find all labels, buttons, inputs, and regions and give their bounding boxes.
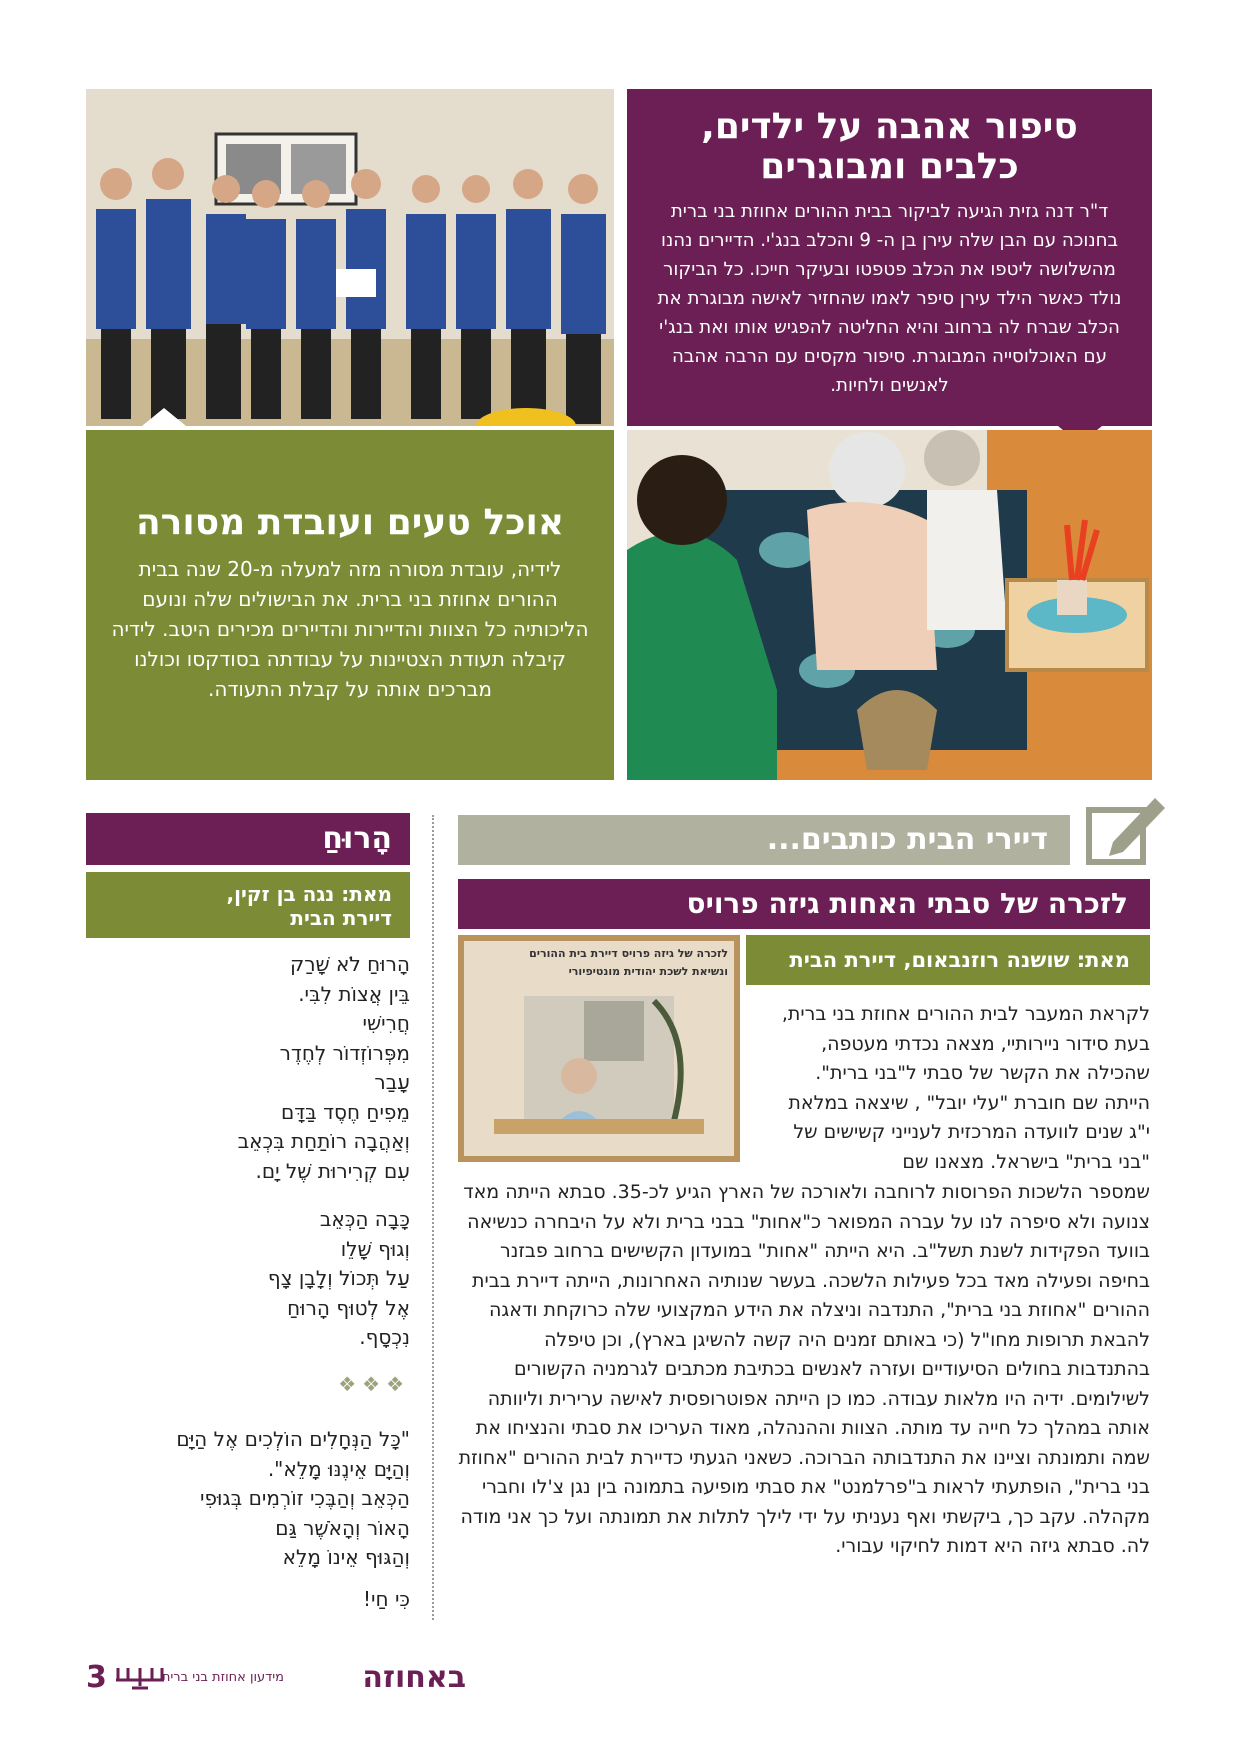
poem-line: עָבַר [374,1070,410,1094]
poem-stanza-3 [120,1425,410,1573]
poem-line: וְגוּף שָׁלֵו [340,1236,410,1261]
footer-subtitle: מידעון אחוזת בני ברית [161,1670,284,1685]
poem-title: הָרוּחַ [86,813,410,865]
poem-stanza-1 [120,950,410,1186]
memorial-title: לזכרה של סבתי האחות גיזה פרויס [458,879,1150,929]
page-footer [86,1660,466,1696]
poem-line: הָרוּחַ לֹא שָׁרַק [290,952,410,976]
love-story-title-line2: כלבים ומבוגרים [760,146,1019,187]
portrait-caption-2: ונשיאת לשכת יהודית מונטיפיורי [568,965,728,978]
page-number: 3 [86,1660,107,1695]
footer-brand: באחוזה [362,1660,466,1695]
love-story-body: ד"ר דנה גזית הגיעה לביקור בבית ההורים אחוזת בני ברית בחנוכה עם הבן שלה עירן בן ה- 9 והכלב בנג'י. הדיירים נהנו מהשלושה ליטפו את הכלב פטפטו ובעיקר חייכו. כל הביקור נולד כאשר הילד עירן סיפר לאמו שהחזיר לאישה מבוגרת את הכלב שברח לה ברחוב והיא החליטה להפגיש אותו ואת בנג'י עם האוכלוסייה המבוגרת. סיפור מקסים עם הרבה אהבה לאנשים ולחיות. [657,201,1122,396]
poem-line: וְהַיָּם אֵינֶנּוּ מָלֵא". [267,1456,410,1481]
portrait-caption-1: לזכרה של גיזה פרויס דיירת בית ההורים [529,947,728,960]
memorial-text-part-2: שמספר הלשכות הפרוסות לרוחבה ולאורכה של הארץ הגיע לכ-35. סבתא הייתה מאד צנועה ולא סיפרה לנו על עברה המפואר כ"אחות" בבני ברית ולא על היבחרה כנשיאה בוועד הפקידות לשנת תשל"ב. היא הייתה "אחות" במועדון הקשישים ברחוב פבזנר בחיפה ופעילה מאד בכל פעילות הלשכה. בעשר שנותיה האחרונות, הייתה דיירת בבית ההורים "אחוזת בני ברית", התנדבה וניצלה את הידע המקצועי שלה כרוקחת ודאגה להבאת תרופות מחו"ל (כי באותם זמנים היה קשה להשיגן בארץ), וכן טיפלה בהתנדבות בחולים הסיעודיים ועזרה לאנשים בכתיבת מכתבים לגרמניה הקשורים לשילומים. ידיה היו מלאות עבודה. כמו כן הייתה אפוטרופסית לאישה ערירית וליוותה אותה במהלך כל חייה עד מותה. הצוות וההנהלה, מאוד העריכו את סבתי והנציחו את שמה ותמונתה וציינו את התנדבותה הברוכה. כשאני הגעתי כדיירת לבית ההורים "אחוזת בני ברית", הופתעתי לראות ב"פרלמנט" את סבתי מופיעה בתמונה בין נגן צ'לו וחברי מקהלה. עקב כך, ביקשתי ואף נעניתי על ידי לילך לתלות את תמונתה ועל כך אני מודה לה. סבתא גיזה היא דמות לחיקוי עבורי. [458,1181,1150,1557]
poem-line: עַל תְּכוֹל וְלָבָן צָף [267,1266,410,1290]
poem-line: מִפְּרוֹזְדוֹר לְחֶדֶר [279,1040,410,1065]
food-story-box [86,430,614,780]
poem-line: נִכְסָף. [359,1325,410,1349]
dog-visit-photo [627,430,1152,780]
love-story-title [649,107,1130,187]
poem-line: הָאוֹר וְהָאֹשֶׁר גַּם [275,1515,410,1540]
memorial-text-part-1: לקראת המעבר לבית ההורים אחוזת בני ברית, בעת סידור ניירותיי, מצאה נכדתי מעטפה, שהכילה את הקשר של סבתי ל"בני ברית". הייתה שם חוברת "עלי יובל" , שיצאה במלאת י"ג שנים לוועדה המרכזית לענייני קשישים של "בני ברית" בישראל. מצאנו שם [781,1003,1150,1173]
edit-icon [1085,788,1170,866]
framed-portrait-photo [458,935,740,1162]
poem-closing: כִּי חַי! [363,1587,410,1611]
poem-line: וְאַהֲבָה רוֹתַחַת בִּכְאֵב [237,1129,410,1153]
poem-stanza-2 [120,1205,410,1353]
poem-author-line2: דיירת הבית [290,906,392,930]
poem-line: הַכְּאֵב וְהַבֶּכִי זוֹרְמִים בְּגוּפִי [200,1486,410,1510]
poem-line: בֵּין אֲצוֹת לִבִּי. [298,981,410,1006]
poem-line: כָּבָה הַכְּאֵב [319,1207,410,1231]
poem-line: עִם קְרִירוּת שֶׁל יָם. [255,1158,410,1183]
notch-triangle [142,408,186,426]
column-divider [432,815,434,1620]
food-story-title: אוכל טעים ועובדת מסורה [135,502,565,543]
love-story-title-line1: סיפור אהבה על ילדים, [701,106,1078,147]
poem-line: וְהַגּוּף אֵינוֹ מָלֵא [282,1545,410,1569]
poem-line: חֲרִישִׁי [362,1011,410,1035]
poem-author-line1: מאת: נגה בן זקין, [226,882,392,906]
staff-group-photo [86,89,614,426]
ornament-icon: ❖❖❖ [338,1372,410,1396]
love-story-box [627,89,1152,426]
poem-line: "כָּל הַנְּחָלִים הוֹלְכִים אֶל הַיָּם [176,1427,410,1451]
food-story-body: לידיה, עובדת מסורה מזה למעלה מ-20 שנה בבית ההורים אחוזת בני ברית. את הבישולים שלה ונועם הליכותיה כל הצוות והדיירות והדיירים מכירים היטב. לידיה קיבלה תעודת הצטיינות על עבודתה בסודקסו וכולנו מברכים אותה על קבלת התעודה. [111,557,589,701]
residents-write-header: דיירי הבית כותבים... [458,815,1070,865]
menorah-icon [114,1666,166,1690]
poem-line: אֶל לְטוּף הָרוּחַ [287,1295,410,1320]
poem-line: מֵפִיחַ חֶסֶד בַּדָּם [280,1099,410,1124]
poem-author [86,872,410,938]
memorial-author: מאת: שושנה רוזנבאום, דיירת הבית [746,935,1150,985]
